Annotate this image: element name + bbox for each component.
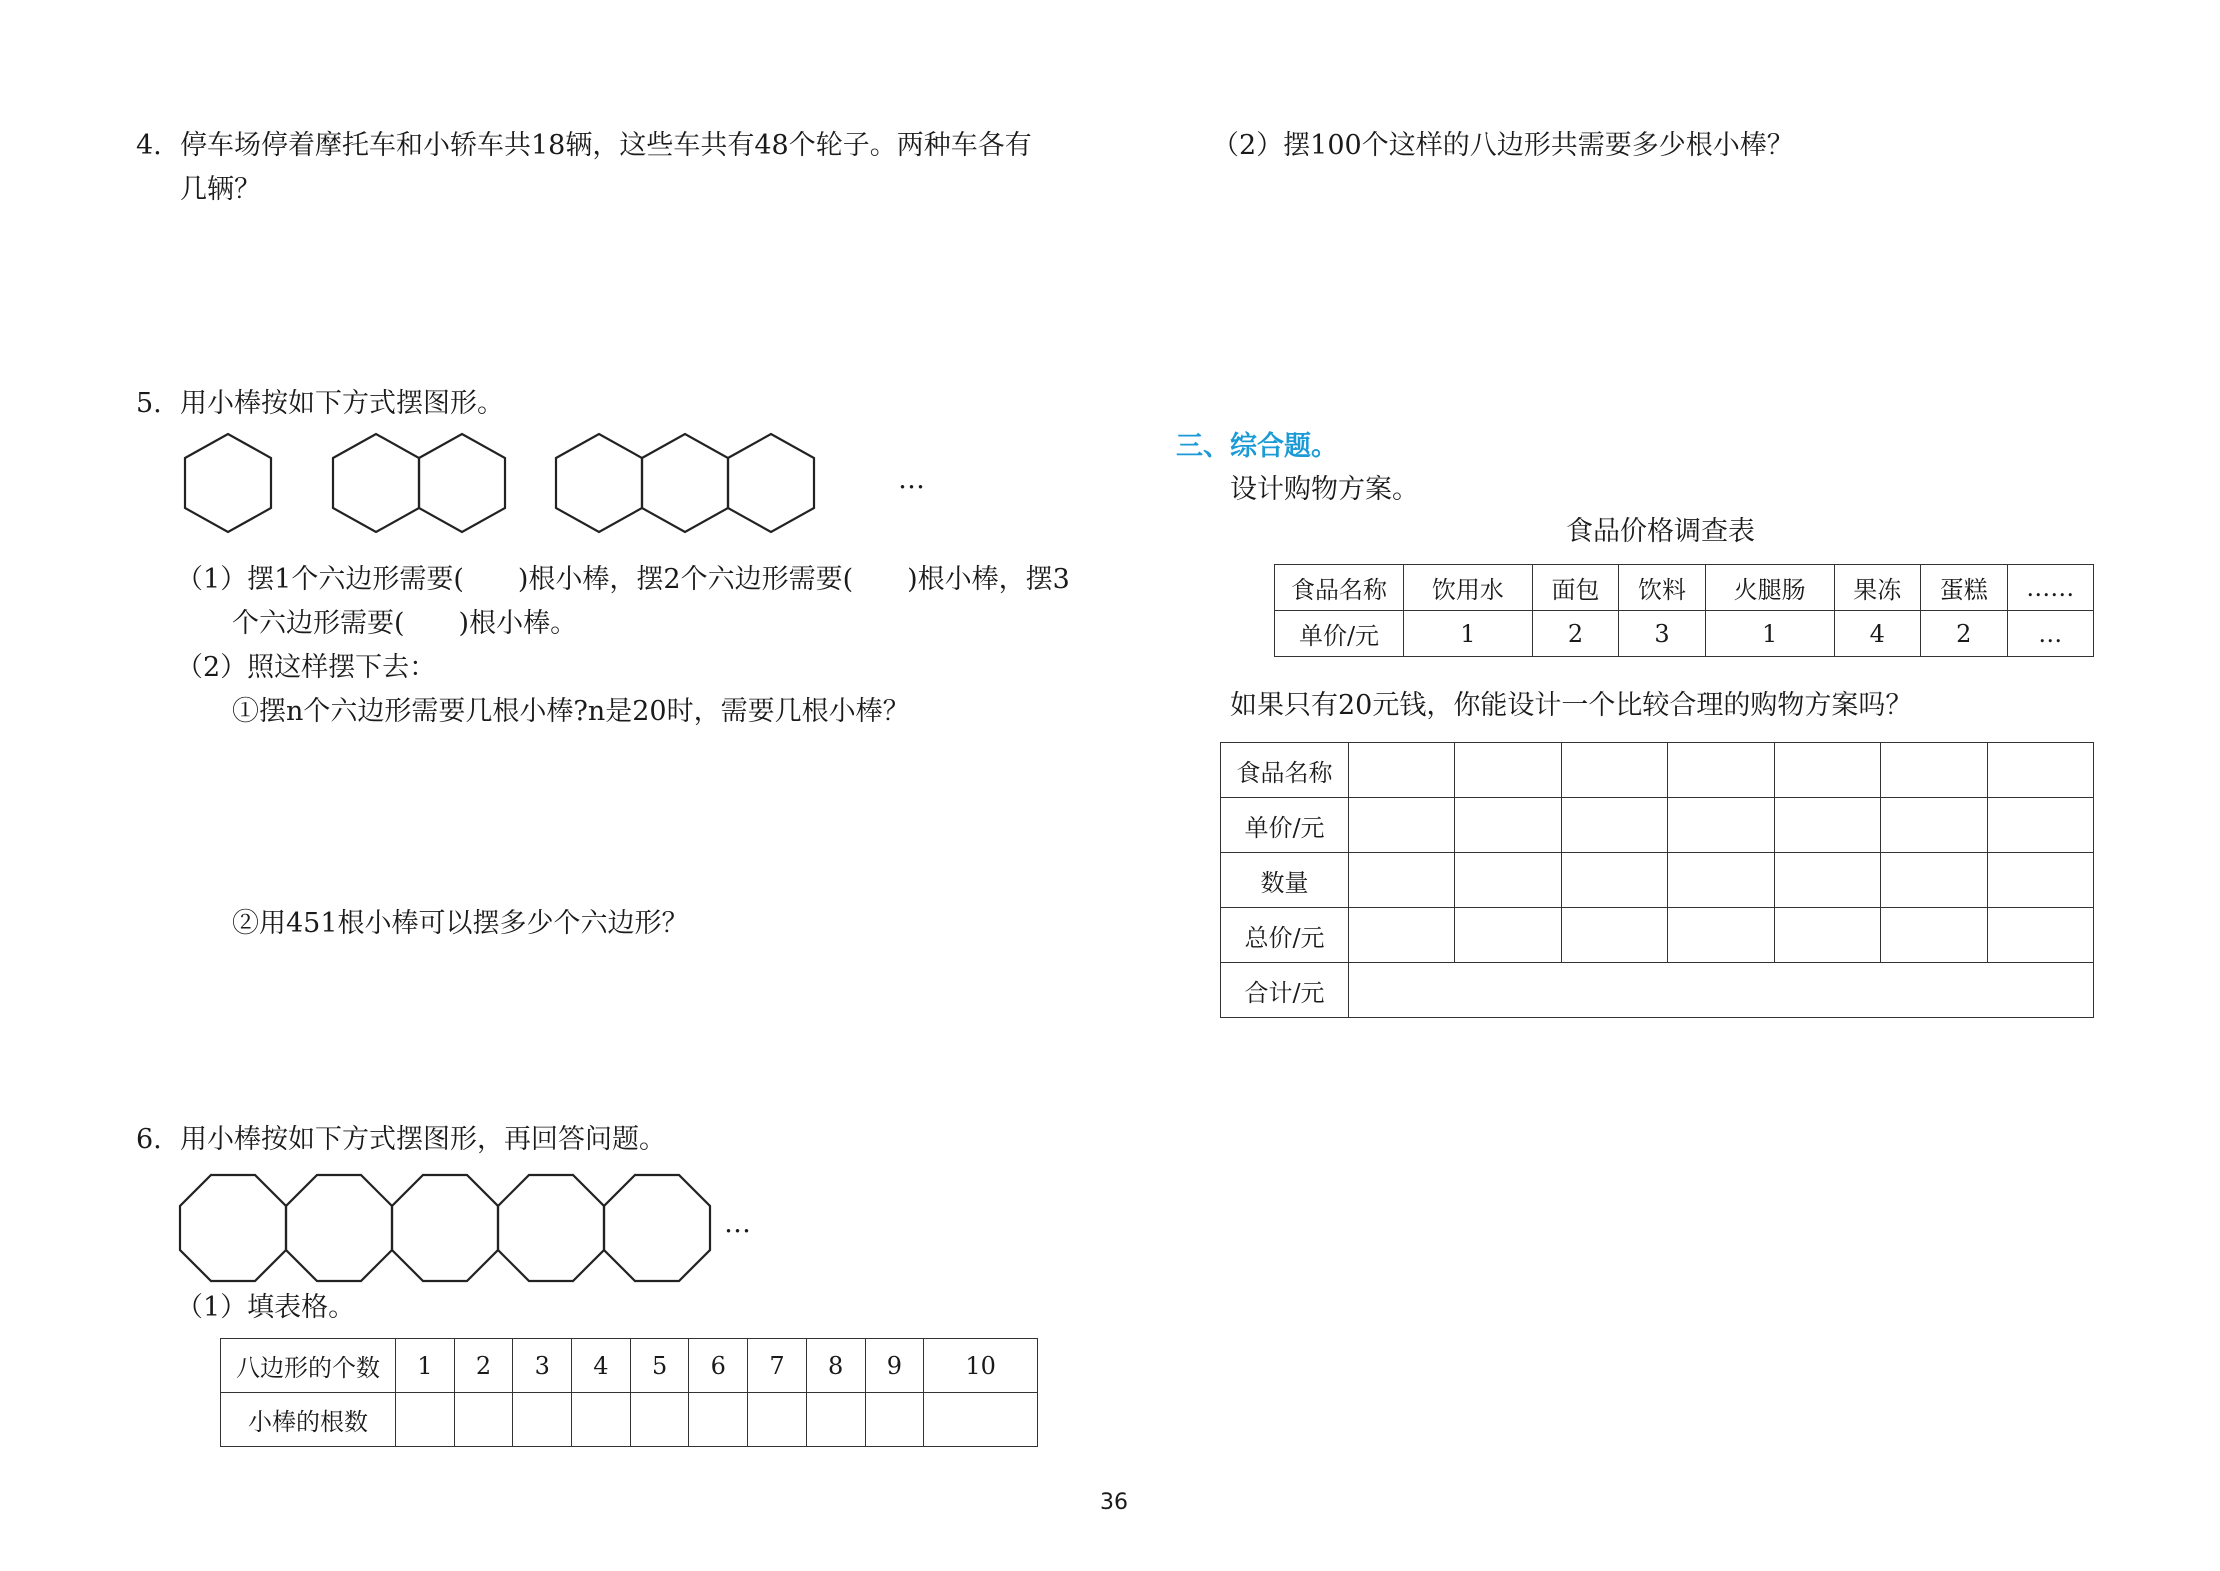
q6-part1: （1）填表格。 [176, 1292, 356, 1323]
octagon-count-cell: 8 [806, 1339, 865, 1393]
plan-cell[interactable] [1668, 853, 1774, 908]
food-price: 2 [1532, 611, 1618, 657]
octagon-count-cell: 9 [865, 1339, 924, 1393]
octagon-count-cell: 7 [748, 1339, 807, 1393]
plan-cell[interactable] [1774, 908, 1880, 963]
plan-row [1221, 798, 2094, 853]
plan-row-header: 食品名称 [1221, 743, 1349, 798]
plan-row-header: 单价/元 [1221, 798, 1349, 853]
octagon-ellipsis: … [724, 1208, 751, 1239]
food-item: …… [2007, 565, 2094, 611]
q5-part1-line2: 个六边形需要( )根小棒。 [232, 608, 578, 639]
q6-number: 6. [136, 1124, 162, 1155]
section3-question: 如果只有20元钱，你能设计一个比较合理的购物方案吗？ [1230, 690, 1913, 721]
food-price: 2 [1921, 611, 2007, 657]
q5-title: 用小棒按如下方式摆图形。 [180, 388, 504, 419]
plan-cell[interactable] [1349, 908, 1455, 963]
hexagon-ellipsis: … [898, 464, 925, 495]
q6-title: 用小棒按如下方式摆图形，再回答问题。 [180, 1124, 666, 1155]
plan-cell[interactable] [1668, 908, 1774, 963]
hexagon-figure [180, 432, 1080, 542]
octagon-count-header: 八边形的个数 [221, 1339, 396, 1393]
plan-cell[interactable] [1987, 853, 2093, 908]
plan-row [1221, 743, 2094, 798]
stick-count-blank[interactable] [572, 1393, 631, 1447]
stick-count-blank[interactable] [396, 1393, 455, 1447]
stick-count-header: 小棒的根数 [221, 1393, 396, 1447]
plan-cell[interactable] [1881, 798, 1987, 853]
plan-cell[interactable] [1881, 743, 1987, 798]
plan-row-header: 总价/元 [1221, 908, 1349, 963]
plan-cell[interactable] [1455, 853, 1561, 908]
plan-row-header: 合计/元 [1221, 963, 1349, 1018]
plan-cell[interactable] [1987, 798, 2093, 853]
stick-count-blank[interactable] [924, 1393, 1038, 1447]
plan-row [1221, 853, 2094, 908]
octagon-count-cell: 10 [924, 1339, 1038, 1393]
plan-cell[interactable] [1881, 853, 1987, 908]
plan-cell[interactable] [1774, 743, 1880, 798]
q5-number: 5. [136, 388, 162, 419]
q4-text-line2: 几辆？ [180, 174, 261, 205]
plan-cell[interactable] [1774, 798, 1880, 853]
food-price: 1 [1705, 611, 1834, 657]
octagon-count-cell: 6 [689, 1339, 748, 1393]
shopping-plan-table [1220, 742, 2094, 1018]
octagon-count-cell: 1 [396, 1339, 455, 1393]
octagon-count-cell: 2 [454, 1339, 513, 1393]
stick-count-blank[interactable] [806, 1393, 865, 1447]
octagon-count-cell: 3 [513, 1339, 572, 1393]
food-price: 3 [1619, 611, 1705, 657]
stick-count-blank[interactable] [689, 1393, 748, 1447]
price-table-title: 食品价格调查表 [1566, 516, 1755, 547]
octagon-figure [180, 1173, 780, 1283]
octagon-table [220, 1338, 1038, 1447]
plan-row-header: 数量 [1221, 853, 1349, 908]
plan-cell[interactable] [1561, 853, 1667, 908]
price-table-price-header: 单价/元 [1275, 611, 1404, 657]
food-price: 4 [1834, 611, 1920, 657]
plan-row [1221, 908, 2094, 963]
plan-cell[interactable] [1455, 908, 1561, 963]
food-item: 饮料 [1619, 565, 1705, 611]
stick-count-blank[interactable] [513, 1393, 572, 1447]
food-item: 面包 [1532, 565, 1618, 611]
plan-cell[interactable] [1561, 798, 1667, 853]
stick-count-blank[interactable] [454, 1393, 513, 1447]
plan-cell[interactable] [1668, 743, 1774, 798]
q5-part1-line1: （1）摆1个六边形需要( )根小棒，摆2个六边形需要( )根小棒，摆3 [176, 564, 1070, 595]
plan-cell[interactable] [1668, 798, 1774, 853]
price-table-price-row [1275, 611, 2094, 657]
q6-part2: （2）摆100个这样的八边形共需要多少根小棒？ [1212, 130, 1794, 161]
q4-number: 4. [136, 130, 162, 161]
octagon-count-cell: 4 [572, 1339, 631, 1393]
price-table-name-row [1275, 565, 2094, 611]
plan-cell[interactable] [1561, 743, 1667, 798]
plan-cell[interactable] [1987, 743, 2093, 798]
q5-part2: （2）照这样摆下去： [176, 652, 437, 683]
plan-cell[interactable] [1349, 743, 1455, 798]
price-table [1274, 564, 2094, 657]
section3-intro: 设计购物方案。 [1230, 474, 1419, 505]
food-item: 蛋糕 [1921, 565, 2007, 611]
page-number: 36 [1100, 1490, 1128, 1515]
plan-cell[interactable] [1774, 853, 1880, 908]
plan-total-cell[interactable] [1349, 963, 2094, 1018]
food-item: 果冻 [1834, 565, 1920, 611]
food-price: … [2007, 611, 2094, 657]
plan-cell[interactable] [1455, 798, 1561, 853]
plan-cell[interactable] [1349, 798, 1455, 853]
plan-cell[interactable] [1561, 908, 1667, 963]
plan-cell[interactable] [1455, 743, 1561, 798]
q4-text-line1: 停车场停着摩托车和小轿车共18辆，这些车共有48个轮子。两种车各有 [180, 130, 1032, 161]
plan-cell[interactable] [1881, 908, 1987, 963]
price-table-header: 食品名称 [1275, 565, 1404, 611]
stick-count-blank[interactable] [865, 1393, 924, 1447]
q5-part2-b: ②用451根小棒可以摆多少个六边形？ [232, 908, 689, 939]
plan-cell[interactable] [1987, 908, 2093, 963]
plan-total-row [1221, 963, 2094, 1018]
stick-count-blank[interactable] [748, 1393, 807, 1447]
food-item: 饮用水 [1404, 565, 1533, 611]
food-item: 火腿肠 [1705, 565, 1834, 611]
octagon-count-cell: 5 [630, 1339, 689, 1393]
plan-cell[interactable] [1349, 853, 1455, 908]
q5-part2-a: ①摆n个六边形需要几根小棒?n是20时，需要几根小棒？ [232, 696, 910, 727]
food-price: 1 [1404, 611, 1533, 657]
stick-count-blank[interactable] [630, 1393, 689, 1447]
octagon-count-row [221, 1339, 1038, 1393]
stick-count-row [221, 1393, 1038, 1447]
section3-heading: 三、综合题。 [1176, 431, 1338, 462]
